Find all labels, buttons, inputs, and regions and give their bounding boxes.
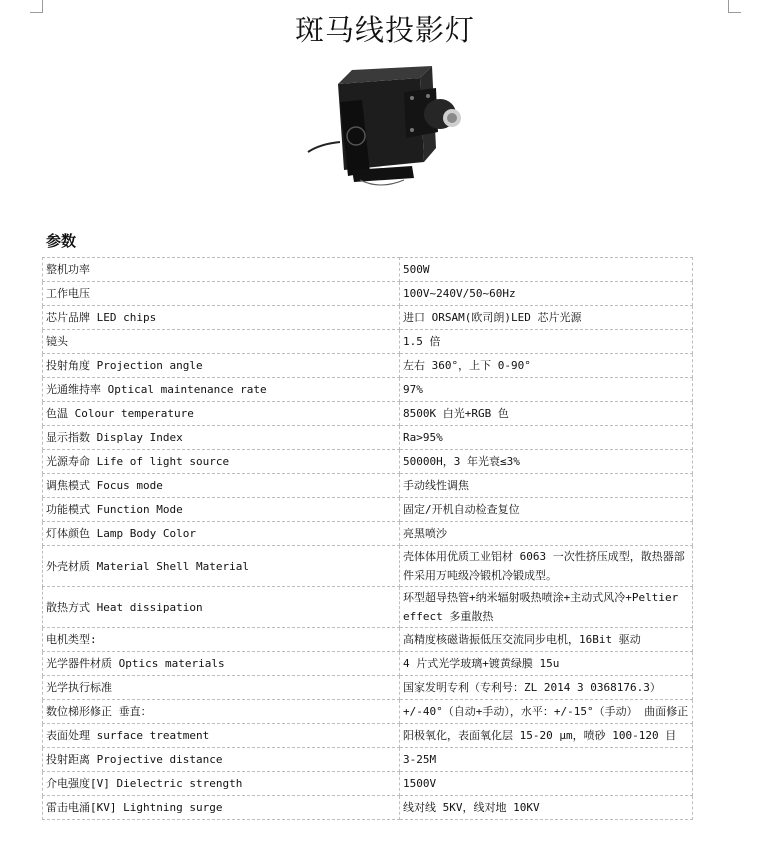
spec-label: 数位梯形修正 垂直： (43, 700, 400, 724)
spec-row (43, 546, 693, 587)
spec-label: 雷击电涌[KV] Lightning surge (43, 796, 400, 820)
spec-value: Ra>95% (400, 426, 693, 450)
spec-value: 3-25M (400, 748, 693, 772)
spec-value: 进口 ORSAM(欧司朗)LED 芯片光源 (400, 306, 693, 330)
spec-row (43, 282, 693, 306)
spec-row (43, 426, 693, 450)
spec-label: 电机类型: (43, 628, 400, 652)
spec-value: 1.5 倍 (400, 330, 693, 354)
spec-label: 工作电压 (43, 282, 400, 306)
document-title: 斑马线投影灯 (294, 13, 475, 47)
spec-label: 显示指数 Display Index (43, 426, 400, 450)
spec-value: 50000H，3 年光衰≤3% (400, 450, 693, 474)
spec-value: 手动线性调焦 (400, 474, 693, 498)
spec-row (43, 498, 693, 522)
product-photo (300, 62, 470, 192)
spec-value: 环型超导热管+纳米辐射吸热喷涂+主动式风冷+Peltier effect 多重散热 (400, 587, 693, 628)
spec-row (43, 306, 693, 330)
spec-row (43, 724, 693, 748)
spec-value: 500W (400, 258, 693, 282)
spec-label: 镜头 (43, 330, 400, 354)
spec-row (43, 652, 693, 676)
spec-label: 介电强度[V] Dielectric strength (43, 772, 400, 796)
spec-row (43, 450, 693, 474)
spec-value: 固定/开机自动检查复位 (400, 498, 693, 522)
spec-row (43, 628, 693, 652)
spec-row (43, 522, 693, 546)
spec-label: 灯体颜色 Lamp Body Color (43, 522, 400, 546)
spec-label: 色温 Colour temperature (43, 402, 400, 426)
section-heading-params: 参数 (46, 232, 77, 250)
spec-label: 表面处理 surface treatment (43, 724, 400, 748)
spec-label: 光通维持率 Optical maintenance rate (43, 378, 400, 402)
spec-row (43, 258, 693, 282)
spec-value: 97% (400, 378, 693, 402)
spec-label: 外壳材质 Material Shell Material (43, 546, 400, 587)
spec-value: +/-40°（自动+手动），水平：+/-15°（手动） 曲面修正 (400, 700, 693, 724)
spec-row (43, 354, 693, 378)
spec-row (43, 772, 693, 796)
spec-label: 整机功率 (43, 258, 400, 282)
spec-value: 8500K 白光+RGB 色 (400, 402, 693, 426)
spec-value: 国家发明专利（专利号：ZL 2014 3 0368176.3） (400, 676, 693, 700)
spec-label: 光学器件材质 Optics materials (43, 652, 400, 676)
spec-value: 阳极氧化，表面氧化层 15-20 μm，喷砂 100-120 目 (400, 724, 693, 748)
spec-value: 左右 360°，上下 0-90° (400, 354, 693, 378)
spec-label: 光学执行标准 (43, 676, 400, 700)
spec-row (43, 700, 693, 724)
spec-label: 调焦模式 Focus mode (43, 474, 400, 498)
spec-row (43, 330, 693, 354)
spec-label: 散热方式 Heat dissipation (43, 587, 400, 628)
spec-value: 4 片式光学玻璃+镀黄绿膜 15u (400, 652, 693, 676)
spec-value: 线对线 5KV，线对地 10KV (400, 796, 693, 820)
spec-value: 壳体体用优质工业铝材 6063 一次性挤压成型，散热器部件采用万吨级冷锻机冷锻成型。 (400, 546, 693, 587)
spec-label: 投射角度 Projection angle (43, 354, 400, 378)
spec-label: 芯片品牌 LED chips (43, 306, 400, 330)
spec-row (43, 676, 693, 700)
spec-label: 光源寿命 Life of light source (43, 450, 400, 474)
spec-label: 投射距离 Projective distance (43, 748, 400, 772)
spec-value: 1500V (400, 772, 693, 796)
spec-value: 高精度核磁谐振低压交流同步电机，16Bit 驱动 (400, 628, 693, 652)
spec-value: 亮黑喷沙 (400, 522, 693, 546)
spec-row (43, 796, 693, 820)
spec-row (43, 748, 693, 772)
spec-label: 功能模式 Function Mode (43, 498, 400, 522)
spec-row (43, 378, 693, 402)
spec-row (43, 402, 693, 426)
spec-row (43, 587, 693, 628)
spec-table (42, 257, 693, 820)
spec-row (43, 474, 693, 498)
spec-value: 100V~240V/50~60Hz (400, 282, 693, 306)
